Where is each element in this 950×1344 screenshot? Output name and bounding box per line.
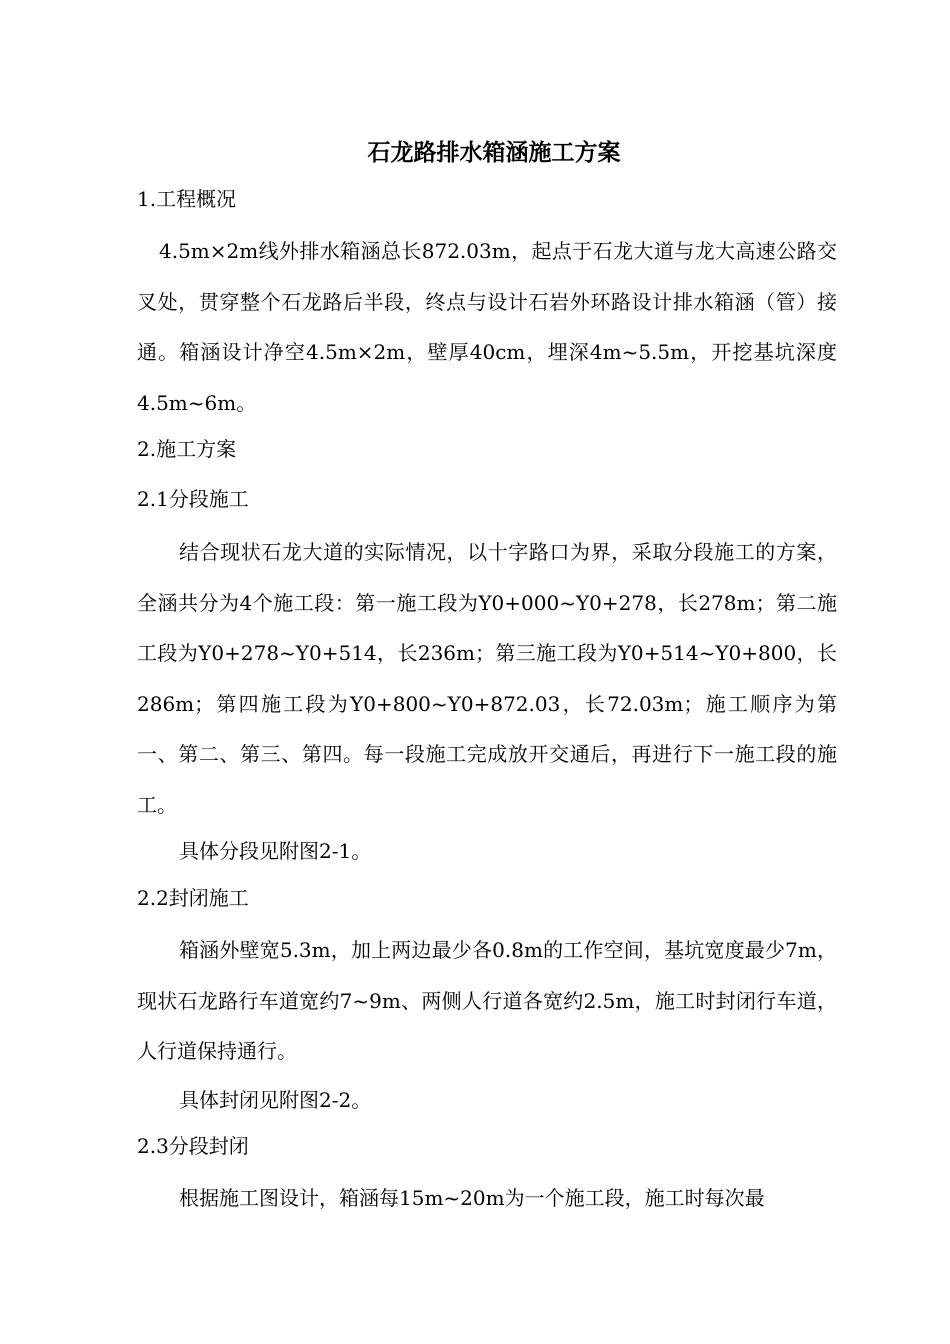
- section-heading-overview: 1.工程概况: [137, 187, 237, 211]
- segmented-note: 具体分段见附图2-1。: [179, 839, 372, 863]
- overview-paragraph: 4.5m×2m线外排水箱涵总长872.03m，起点于石龙大道与龙大高速公路交叉处，贯穿整个石龙路后半段，终点与设计石岩外环路设计排水箱涵（管）接通。箱涵设计净空4.5m×2m，壁厚40cm，埋深4m~5.5m，开挖基坑深度4.5m~6m。: [137, 239, 837, 415]
- closure-paragraph: 箱涵外壁宽5.3m，加上两边最少各0.8m的工作空间，基坑宽度最少7m，现状石龙路行车道宽约7~9m、两侧人行道各宽约2.5m，施工时封闭行车道，人行道保持通行。: [137, 938, 837, 1063]
- section-heading-plan: 2.施工方案: [137, 437, 237, 461]
- segmented-paragraph: 结合现状石龙大道的实际情况，以十字路口为界，采取分段施工的方案，全涵共分为4个施工段：第一施工段为Y0+000~Y0+278，长278m；第二施工段为Y0+278~Y0+514，长236m；第三施工段为Y0+514~Y0+800，长286m；第四施工段为Y0+800~Y0+872.03，长72.03m；施工顺序为第一、第二、第三、第四。每一段施工完成放开交通后，再进行下一施工段的施工。: [137, 540, 837, 817]
- subsection-heading-segment-closure: 2.3分段封闭: [137, 1134, 249, 1158]
- subsection-heading-closure: 2.2封闭施工: [137, 886, 249, 910]
- closure-note: 具体封闭见附图2-2。: [179, 1088, 372, 1112]
- segment-closure-paragraph: 根据施工图设计，箱涵每15m~20m为一个施工段，施工时每次最: [179, 1186, 765, 1210]
- document-title: 石龙路排水箱涵施工方案: [367, 139, 621, 166]
- subsection-heading-segmented: 2.1分段施工: [137, 487, 249, 511]
